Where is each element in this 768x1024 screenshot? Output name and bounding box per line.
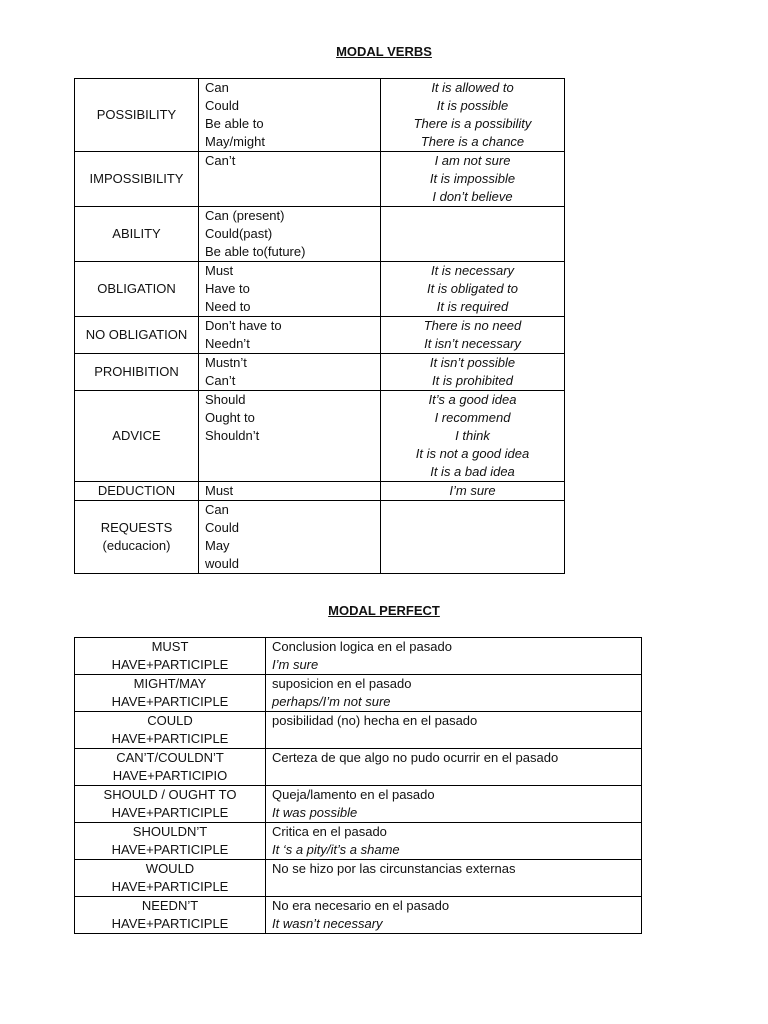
modal-verbs-row <box>75 317 565 354</box>
description-cell <box>266 823 642 860</box>
description-cell <box>266 897 642 934</box>
category-label: IMPOSSIBILITY <box>89 171 184 186</box>
verbs-cell <box>199 317 381 354</box>
verbs-cell <box>199 354 381 391</box>
meaning-item: It is allowed to <box>431 80 514 95</box>
verbs-cell <box>199 482 381 501</box>
category-cell <box>75 79 199 152</box>
modal-verbs-title: MODAL VERBS <box>336 44 432 59</box>
category-cell <box>75 482 199 501</box>
example-text <box>272 767 641 785</box>
category-label: NO OBLIGATION <box>85 327 188 342</box>
form-cell <box>75 823 266 860</box>
modal-verbs-row <box>75 482 565 501</box>
meaning-item: It is necessary <box>430 263 515 278</box>
meaning-item: It is prohibited <box>432 373 513 388</box>
modal-perfect-row <box>75 675 642 712</box>
meaning-item: I think <box>455 428 490 443</box>
modal-perfect-row <box>75 786 642 823</box>
meaning-item: It is obligated to <box>426 281 519 296</box>
meaning-cell <box>381 354 565 391</box>
meaning-cell <box>381 391 565 482</box>
verb-item: Should <box>205 392 246 407</box>
form-line: SHOULDN’T <box>132 824 208 839</box>
category-cell <box>75 391 199 482</box>
form-line: CAN’T/COULDN’T <box>116 750 224 765</box>
verb-item: Ought to <box>205 410 255 425</box>
verb-item: Can (present) <box>205 208 285 223</box>
modal-verbs-row <box>75 152 565 207</box>
form-line: HAVE+PARTICIPLE <box>111 842 229 857</box>
category-label: ADVICE <box>112 428 161 443</box>
verb-item: Could(past) <box>205 226 273 241</box>
form-line: HAVE+PARTICIPLE <box>111 805 229 820</box>
category-label: REQUESTS <box>100 520 173 535</box>
form-cell <box>75 712 266 749</box>
category-cell <box>75 152 199 207</box>
form-cell <box>75 897 266 934</box>
meaning-cell <box>381 207 565 262</box>
example-text: It ‘s a pity/it’s a shame <box>272 842 400 857</box>
description-text: Conclusion logica en el pasado <box>272 639 452 654</box>
description-text: Critica en el pasado <box>272 824 387 839</box>
form-line: HAVE+PARTICIPLE <box>111 657 229 672</box>
verb-item: Shouldn’t <box>205 428 260 443</box>
meaning-item: There is a chance <box>420 134 525 149</box>
modal-perfect-title: MODAL PERFECT <box>328 603 440 618</box>
modal-perfect-row <box>75 712 642 749</box>
verbs-cell <box>199 501 381 574</box>
verb-item: Must <box>205 483 234 498</box>
verb-item: Don’t have to <box>205 318 282 333</box>
category-label: (educacion) <box>102 538 171 553</box>
description-text: No era necesario en el pasado <box>272 898 450 913</box>
form-cell <box>75 675 266 712</box>
form-line: HAVE+PARTICIPLE <box>111 694 229 709</box>
meaning-item: It isn’t necessary <box>424 336 521 351</box>
meaning-item: It is a bad idea <box>430 464 515 479</box>
category-cell <box>75 262 199 317</box>
form-line: NEEDN’T <box>141 898 199 913</box>
verb-item: Needn’t <box>205 336 250 351</box>
modal-verbs-row <box>75 501 565 574</box>
meaning-item: It is possible <box>436 98 509 113</box>
description-cell <box>266 638 642 675</box>
verb-item: Can <box>205 80 229 95</box>
description-cell <box>266 860 642 897</box>
form-line: HAVE+PARTICIPLE <box>111 731 229 746</box>
verb-item: Could <box>205 98 239 113</box>
meaning-item: It is not a good idea <box>415 446 530 461</box>
form-cell <box>75 786 266 823</box>
verb-item: May <box>205 538 230 553</box>
form-line: HAVE+PARTICIPLE <box>111 916 229 931</box>
meaning-cell <box>381 79 565 152</box>
description-text: No se hizo por las circunstancias externas <box>272 861 516 876</box>
example-text: I’m sure <box>272 657 319 672</box>
meaning-item: It isn’t possible <box>429 355 516 370</box>
form-line: COULD <box>147 713 193 728</box>
description-cell <box>266 786 642 823</box>
verb-item: Be able to(future) <box>205 244 306 259</box>
meaning-cell <box>381 262 565 317</box>
form-line: WOULD <box>145 861 195 876</box>
meaning-item: It’s a good idea <box>428 392 517 407</box>
verbs-cell <box>199 262 381 317</box>
meaning-cell <box>381 152 565 207</box>
form-cell <box>75 749 266 786</box>
form-line: MIGHT/MAY <box>133 676 207 691</box>
form-line: MUST <box>151 639 189 654</box>
verb-item: Mustn’t <box>205 355 247 370</box>
category-cell <box>75 501 199 574</box>
form-line: SHOULD / OUGHT TO <box>103 787 237 802</box>
verb-item: Can <box>205 502 229 517</box>
example-text: It wasn’t necessary <box>272 916 383 931</box>
meaning-item: I’m sure <box>449 483 496 498</box>
verb-item: Could <box>205 520 239 535</box>
meaning-item: I am not sure <box>434 153 511 168</box>
category-label: POSSIBILITY <box>96 107 177 122</box>
verb-item: Can’t <box>205 153 236 168</box>
verb-item: Can’t <box>205 373 236 388</box>
verbs-cell <box>199 79 381 152</box>
meaning-item: There is a possibility <box>413 116 532 131</box>
description-text: Certeza de que algo no pudo ocurrir en el pasado <box>272 750 559 765</box>
modal-verbs-row <box>75 79 565 152</box>
meaning-item: I recommend <box>434 410 511 425</box>
form-cell <box>75 860 266 897</box>
meaning-item: I don’t believe <box>432 189 513 204</box>
example-text: perhaps/I’m not sure <box>272 694 391 709</box>
modal-perfect-row <box>75 823 642 860</box>
modal-verbs-row <box>75 207 565 262</box>
verb-item: May/might <box>205 134 265 149</box>
verb-item: Have to <box>205 281 250 296</box>
modal-verbs-table <box>74 78 565 574</box>
verb-item: Must <box>205 263 234 278</box>
category-cell <box>75 354 199 391</box>
modal-perfect-row <box>75 638 642 675</box>
verbs-cell <box>199 152 381 207</box>
modal-perfect-row <box>75 749 642 786</box>
category-label: DEDUCTION <box>97 483 176 498</box>
category-label: PROHIBITION <box>94 364 179 379</box>
meaning-cell <box>381 482 565 501</box>
example-text: It was possible <box>272 805 358 820</box>
modal-perfect-row <box>75 860 642 897</box>
form-line: HAVE+PARTICIPLE <box>111 879 229 894</box>
modal-perfect-row <box>75 897 642 934</box>
meaning-cell <box>381 317 565 354</box>
verbs-cell <box>199 207 381 262</box>
form-line: HAVE+PARTICIPIO <box>112 768 228 783</box>
meaning-cell <box>381 501 565 574</box>
description-text: suposicion en el pasado <box>272 676 412 691</box>
category-cell <box>75 317 199 354</box>
description-cell <box>266 712 642 749</box>
verb-item: Be able to <box>205 116 264 131</box>
modal-verbs-row <box>75 262 565 317</box>
modal-perfect-table <box>74 637 642 934</box>
meaning-item: There is no need <box>423 318 522 333</box>
form-cell <box>75 638 266 675</box>
category-label: ABILITY <box>112 226 161 241</box>
modal-verbs-row <box>75 391 565 482</box>
verb-item: Need to <box>205 299 251 314</box>
verb-item: would <box>205 556 239 571</box>
modal-verbs-row <box>75 354 565 391</box>
meaning-item: It is impossible <box>429 171 516 186</box>
description-text: Queja/lamento en el pasado <box>272 787 435 802</box>
category-label: OBLIGATION <box>97 281 176 296</box>
description-cell <box>266 749 642 786</box>
example-text <box>272 730 641 748</box>
description-text: posibilidad (no) hecha en el pasado <box>272 713 478 728</box>
meaning-item: It is required <box>436 299 509 314</box>
description-cell <box>266 675 642 712</box>
category-cell <box>75 207 199 262</box>
example-text <box>272 878 641 896</box>
verbs-cell <box>199 391 381 482</box>
